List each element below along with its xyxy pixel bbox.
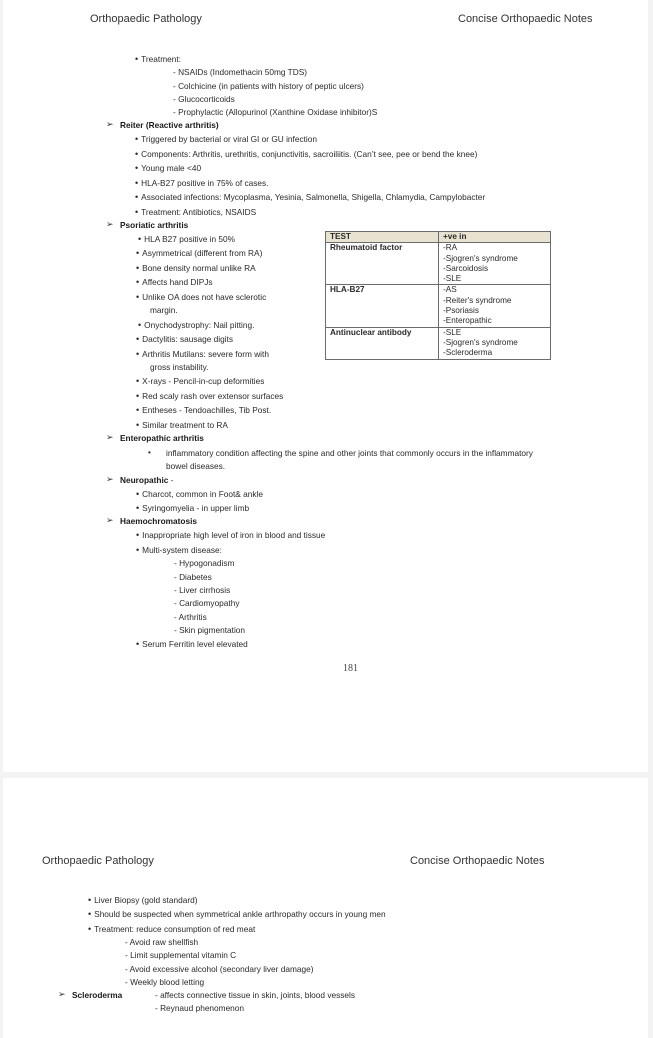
condition: -SLE xyxy=(443,274,462,284)
list-item: • Similar treatment to RA xyxy=(136,420,228,430)
list-item: • Young male <40 xyxy=(135,163,201,173)
sub-item: - Weekly blood letting xyxy=(125,977,205,987)
arrow-bullet-icon: ➢ xyxy=(58,989,66,999)
sub-item: - affects connective tissue in skin, joints, blood vessels xyxy=(155,990,355,1000)
list-item: • Bone density normal unlike RA xyxy=(136,263,256,273)
list-item: • Entheses - Tendoachilles, Tib Post. xyxy=(136,405,271,415)
sub-item: - Reynaud phenomenon xyxy=(155,1003,245,1013)
list-item: • Dactylitis: sausage digits xyxy=(136,334,233,344)
list-item: • Arthritis Mutilans: severe form with xyxy=(136,349,269,359)
arrow-bullet-icon: ➢ xyxy=(106,219,114,229)
condition: -Reiter's syndrome xyxy=(443,295,512,305)
test-positive-in xyxy=(439,243,551,285)
list-item: • Multi-system disease: xyxy=(136,545,222,555)
table-row xyxy=(326,327,551,359)
sub-item: - Avoid excessive alcohol (secondary liver damage) xyxy=(125,964,314,974)
document-page-next xyxy=(3,778,648,1038)
test-positive-in xyxy=(439,285,551,327)
list-item: • Asymmetrical (different from RA) xyxy=(136,248,262,258)
list-item: • Components: Arthritis, urethritis, conjunctivitis, sacroiliitis. (Can’t see, pee or bend the knee) xyxy=(135,149,477,159)
list-item: • Treatment: Antibiotics, NSAIDS xyxy=(135,207,256,217)
list-item: • Onychodystrophy: Nail pitting. xyxy=(138,320,254,330)
sub-item: - Cardiomyopathy xyxy=(174,598,240,608)
header-right: Concise Orthopaedic Notes xyxy=(410,855,545,867)
list-item: • Charcot, common in Foot& ankle xyxy=(136,489,263,499)
sub-item: - Arthritis xyxy=(174,612,207,622)
test-name: Rheumatoid factor xyxy=(326,243,439,285)
section-title-suffix: - xyxy=(168,475,174,485)
condition: -SLE xyxy=(443,327,462,337)
page-number: 181 xyxy=(343,663,358,674)
list-item: • Unlike OA does not have sclerotic xyxy=(136,292,266,302)
arrow-bullet-icon: ➢ xyxy=(106,515,114,525)
table-row xyxy=(326,243,551,285)
document-page-181 xyxy=(3,0,648,772)
column-header-positive-in: +ve in xyxy=(439,232,551,243)
serology-tests-table xyxy=(325,231,551,360)
list-item: • Treatment: reduce consumption of red meat xyxy=(88,924,255,934)
condition: -RA xyxy=(443,243,458,253)
list-item: • Associated infections: Mycoplasma, Yesinia, Salmonella, Shigella, Chlamydia, Campylobacter xyxy=(135,192,485,202)
list-item: • X-rays - Pencil-in-cup deformities xyxy=(136,376,264,386)
section-title-reiter: Reiter (Reactive arthritis) xyxy=(120,120,219,130)
list-item: • Inappropriate high level of iron in blood and tissue xyxy=(136,530,325,540)
condition: -Enteropathic xyxy=(443,316,492,326)
treatment-item: - Colchicine (in patients with history of peptic ulcers) xyxy=(173,81,364,91)
list-item: • HLA-B27 positive in 75% of cases. xyxy=(135,178,268,188)
list-item-continuation: gross instability. xyxy=(150,362,209,372)
list-item: • Liver Biopsy (gold standard) xyxy=(88,895,197,905)
section-title-text: Neuropathic xyxy=(120,475,169,485)
condition: -Sjogren's syndrome xyxy=(443,337,518,347)
table-header-row xyxy=(326,232,551,243)
test-positive-in xyxy=(439,327,551,359)
test-name: HLA-B27 xyxy=(326,285,439,327)
section-title-enteropathic: Enteropathic arthritis xyxy=(120,433,204,443)
arrow-bullet-icon: ➢ xyxy=(106,432,114,442)
test-name: Antinuclear antibody xyxy=(326,327,439,359)
condition: -Scleroderma xyxy=(443,348,493,358)
section-title-haemochromatosis: Haemochromatosis xyxy=(120,516,198,526)
treatment-item: - NSAIDs (Indomethacin 50mg TDS) xyxy=(173,67,308,77)
list-item: • HLA B27 positive in 50% xyxy=(138,234,235,244)
section-title-scleroderma: Scleroderma xyxy=(72,990,123,1000)
condition: -AS xyxy=(443,285,457,295)
bullet-icon: • xyxy=(148,447,151,457)
arrow-bullet-icon: ➢ xyxy=(106,474,114,484)
header-left: Orthopaedic Pathology xyxy=(42,855,154,867)
column-header-test: TEST xyxy=(326,232,439,243)
treatment-item: - Glucocorticoids xyxy=(173,94,235,104)
header-left: Orthopaedic Pathology xyxy=(90,13,202,25)
sub-item: - Liver cirrhosis xyxy=(174,585,231,595)
section-title-neuropathic xyxy=(120,475,173,485)
list-item: • Triggered by bacterial or viral GI or GU infection xyxy=(135,134,317,144)
section-title-psoriatic: Psoriatic arthritis xyxy=(120,220,189,230)
table-row xyxy=(326,285,551,327)
list-item: inflammatory condition affecting the spine and other joints that commonly occurs in the inflammatory xyxy=(166,448,533,458)
sub-item: - Skin pigmentation xyxy=(174,625,246,635)
treatment-bullet: • Treatment: xyxy=(135,54,181,64)
arrow-bullet-icon: ➢ xyxy=(106,119,114,129)
sub-item: - Hypogonadism xyxy=(174,558,235,568)
list-item-continuation: bowel diseases. xyxy=(166,461,226,471)
list-item: • Affects hand DIPJs xyxy=(136,277,213,287)
list-item: • Should be suspected when symmetrical ankle arthropathy occurs in young men xyxy=(88,909,386,919)
list-item: • Serum Ferritin level elevated xyxy=(136,639,248,649)
condition: -Sjogren's syndrome xyxy=(443,253,518,263)
sub-item: - Diabetes xyxy=(174,572,212,582)
list-item: • Red scaly rash over extensor surfaces xyxy=(136,391,283,401)
treatment-item: - Prophylactic (Allopurinol (Xanthine Oxidase inhibitor)S xyxy=(173,107,378,117)
sub-item: - Avoid raw shellfish xyxy=(125,937,199,947)
condition: -Psoriasis xyxy=(443,306,479,316)
list-item-continuation: margin. xyxy=(150,305,178,315)
header-right: Concise Orthopaedic Notes xyxy=(458,13,593,25)
condition: -Sarcoidosis xyxy=(443,263,489,273)
sub-item: - Limit supplemental vitamin C xyxy=(125,950,237,960)
list-item: • Syringomyelia - in upper limb xyxy=(136,503,249,513)
